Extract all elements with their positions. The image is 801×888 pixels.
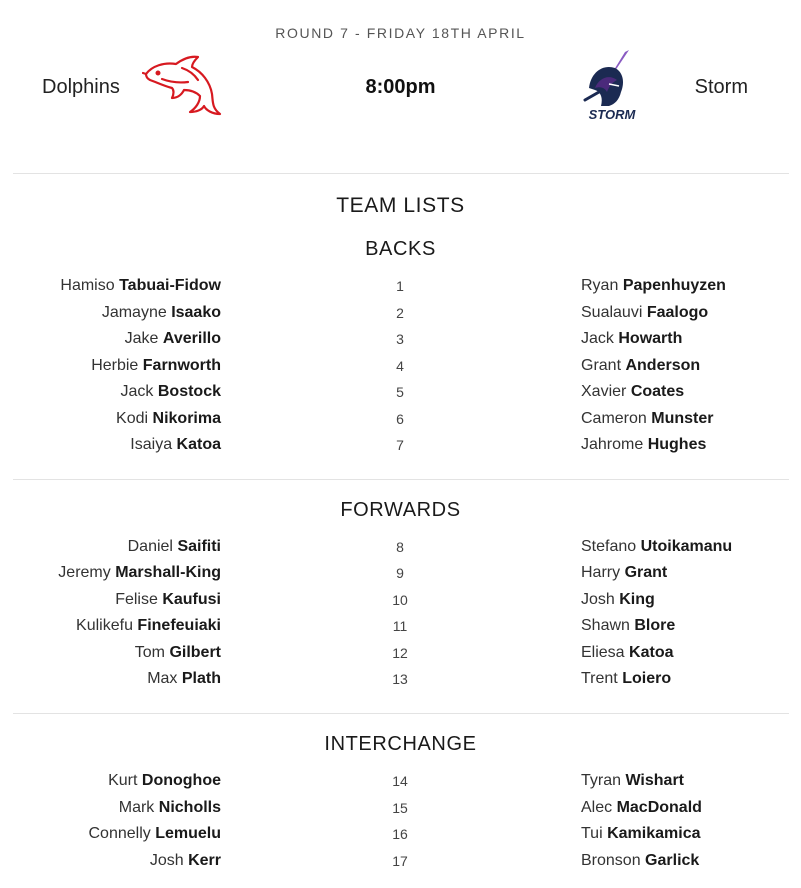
divider [13, 479, 789, 480]
home-player-first-name: Daniel [127, 538, 173, 555]
section-heading-interchange: INTERCHANGE [324, 733, 477, 755]
away-team-name[interactable]: Storm [694, 76, 748, 98]
home-player-last-name: Kaufusi [162, 590, 221, 608]
away-player-last-name: Faalogo [646, 303, 709, 321]
home-player-last-name: Katoa [176, 436, 221, 453]
away-player-first-name: Jack [581, 330, 614, 347]
home-player-last-name: Bostock [157, 383, 221, 400]
jersey-number: 10 [392, 591, 408, 608]
away-player-last-name: Howarth [618, 330, 683, 347]
home-player-first-name: Mark [118, 798, 155, 816]
away-player-last-name: Loiero [622, 670, 672, 687]
away-player-name[interactable] [581, 304, 708, 322]
jersey-number: 6 [396, 410, 404, 427]
home-player-first-name: Max [147, 670, 178, 687]
home-player-last-name: Plath [181, 670, 221, 687]
home-player-name[interactable] [147, 670, 221, 688]
home-player-last-name: Isaako [171, 303, 221, 321]
home-player-last-name: Gilbert [169, 643, 221, 661]
away-player-name[interactable] [581, 772, 684, 790]
away-player-last-name: Munster [651, 409, 714, 427]
player-row [0, 277, 801, 303]
player-row [0, 564, 801, 590]
home-player-first-name: Isaiya [130, 436, 173, 453]
away-player-last-name: Wishart [625, 772, 684, 789]
jersey-number: 16 [392, 826, 408, 842]
home-player-name[interactable] [76, 617, 221, 635]
away-player-last-name: King [619, 590, 655, 608]
home-player-name[interactable] [135, 644, 221, 662]
home-player-name[interactable] [91, 357, 221, 375]
player-row [0, 410, 801, 436]
home-player-last-name: Marshall-King [115, 564, 221, 582]
home-player-name[interactable] [150, 852, 221, 870]
jersey-number: 7 [396, 437, 404, 453]
player-row [0, 538, 801, 564]
home-player-name[interactable] [125, 330, 221, 348]
home-player-last-name: Tabuai-Fidow [119, 277, 221, 294]
team-lists-title: TEAM LISTS [336, 194, 465, 217]
away-player-first-name: Trent [581, 670, 618, 687]
away-player-last-name: Anderson [625, 356, 701, 374]
player-row [0, 799, 801, 825]
away-player-name[interactable] [581, 825, 700, 843]
home-player-last-name: Nikorima [152, 409, 221, 427]
away-player-last-name: Blore [634, 617, 676, 635]
jersey-number: 5 [396, 384, 404, 400]
away-player-first-name: Stefano [581, 538, 637, 555]
home-player-last-name: Averillo [162, 330, 221, 347]
home-player-first-name: Hamiso [60, 277, 115, 294]
home-player-last-name: Nicholls [158, 798, 221, 816]
away-player-last-name: Utoikamanu [640, 538, 733, 555]
home-player-first-name: Jake [124, 330, 159, 347]
away-player-last-name: Kamikamica [607, 825, 701, 842]
jersey-number: 3 [396, 331, 404, 347]
home-player-first-name: Kodi [116, 409, 149, 427]
jersey-number: 13 [392, 671, 408, 687]
player-row [0, 852, 801, 878]
jersey-number: 2 [396, 304, 404, 321]
jersey-number: 11 [392, 618, 408, 635]
home-player-last-name: Kerr [188, 851, 221, 869]
section-heading-forwards: FORWARDS [340, 499, 461, 521]
jersey-number: 4 [396, 357, 404, 374]
player-row [0, 670, 801, 696]
home-player-name[interactable] [115, 591, 221, 609]
away-player-name[interactable] [581, 670, 671, 688]
player-row [0, 330, 801, 356]
divider [13, 173, 789, 174]
home-player-name[interactable] [128, 538, 221, 556]
home-player-name[interactable] [130, 436, 221, 454]
home-player-first-name: Herbie [91, 356, 139, 374]
home-player-first-name: Jamayne [101, 303, 167, 321]
storm-logo-icon [579, 48, 645, 124]
player-row [0, 617, 801, 643]
away-player-name[interactable] [581, 436, 706, 454]
away-player-first-name: Xavier [581, 383, 627, 400]
home-player-last-name: Finefeuiaki [137, 617, 221, 635]
home-player-last-name: Lemuelu [155, 825, 221, 842]
kickoff-time: 8:00pm [365, 76, 436, 98]
away-player-first-name: Bronson [581, 851, 641, 869]
jersey-number: 1 [396, 278, 404, 294]
home-player-first-name: Kurt [108, 772, 138, 789]
away-player-name[interactable] [581, 564, 667, 582]
away-player-name[interactable] [581, 799, 702, 817]
home-player-first-name: Tom [134, 643, 165, 661]
home-player-first-name: Josh [149, 851, 184, 869]
away-player-last-name: Coates [630, 383, 685, 400]
storm-logo-text: STORM [588, 107, 636, 122]
home-player-name[interactable] [119, 799, 221, 817]
away-player-first-name: Tyran [581, 772, 622, 789]
away-player-last-name: Grant [624, 564, 668, 582]
player-row [0, 772, 801, 798]
away-player-first-name: Alec [581, 798, 613, 816]
player-row [0, 591, 801, 617]
jersey-number: 12 [392, 644, 408, 661]
away-player-last-name: Hughes [647, 436, 707, 453]
away-player-name[interactable] [581, 383, 684, 401]
away-player-name[interactable] [581, 617, 675, 635]
home-player-name[interactable] [60, 277, 221, 295]
home-team-name[interactable]: Dolphins [42, 76, 120, 98]
section-heading-backs: BACKS [365, 238, 436, 260]
away-player-name[interactable] [581, 644, 673, 662]
jersey-number: 17 [392, 852, 408, 869]
away-player-first-name: Harry [581, 564, 621, 582]
away-player-first-name: Eliesa [581, 643, 625, 661]
home-player-name[interactable] [88, 825, 221, 843]
divider [13, 713, 789, 714]
away-player-name[interactable] [581, 852, 699, 870]
home-player-first-name: Felise [115, 590, 158, 608]
player-row [0, 436, 801, 462]
away-player-first-name: Shawn [581, 617, 630, 635]
player-row [0, 304, 801, 330]
home-player-name[interactable] [102, 304, 221, 322]
jersey-number: 14 [392, 773, 408, 789]
away-player-name[interactable] [581, 330, 682, 348]
player-row [0, 383, 801, 409]
away-player-first-name: Jahrome [581, 436, 644, 453]
player-row [0, 357, 801, 383]
away-player-name[interactable] [581, 538, 732, 556]
away-player-name[interactable] [581, 591, 655, 609]
home-player-name[interactable] [116, 410, 221, 428]
away-player-last-name: Papenhuyzen [622, 277, 726, 294]
home-player-name[interactable] [108, 772, 221, 790]
home-player-last-name: Saifiti [177, 538, 221, 555]
away-player-first-name: Tui [581, 825, 603, 842]
home-player-first-name: Kulikefu [76, 617, 133, 635]
away-player-first-name: Sualauvi [581, 303, 643, 321]
away-player-first-name: Grant [581, 356, 622, 374]
home-player-name[interactable] [58, 564, 221, 582]
home-player-last-name: Donoghoe [141, 772, 221, 789]
round-date-line: ROUND 7 - FRIDAY 18TH APRIL [275, 25, 526, 41]
away-player-first-name: Josh [581, 590, 615, 608]
home-player-name[interactable] [121, 383, 221, 401]
jersey-number: 8 [396, 539, 404, 555]
home-player-last-name: Farnworth [142, 356, 221, 374]
player-row [0, 644, 801, 670]
away-player-name[interactable] [581, 357, 700, 375]
away-player-last-name: MacDonald [616, 798, 702, 816]
away-player-name[interactable] [581, 277, 726, 295]
home-player-first-name: Jeremy [58, 564, 111, 582]
player-row [0, 825, 801, 851]
away-player-name[interactable] [581, 410, 714, 428]
jersey-number: 15 [392, 799, 408, 816]
away-player-first-name: Ryan [581, 277, 619, 294]
away-player-first-name: Cameron [581, 409, 647, 427]
away-player-last-name: Garlick [645, 851, 700, 869]
jersey-number: 9 [396, 565, 404, 582]
away-player-last-name: Katoa [629, 643, 674, 661]
home-player-first-name: Connelly [88, 825, 151, 842]
home-player-first-name: Jack [120, 383, 154, 400]
